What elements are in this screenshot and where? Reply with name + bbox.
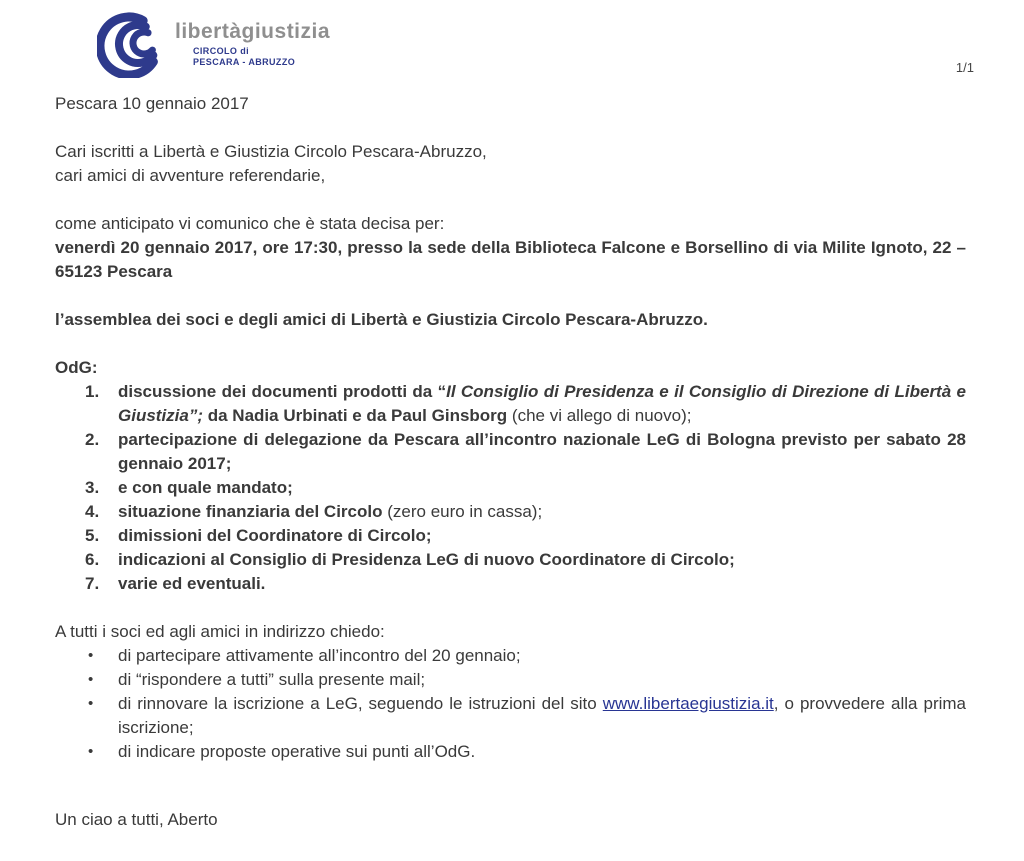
odg4-seg-bold: situazione finanziaria del Circolo (118, 502, 388, 521)
odg1-seg-regular: (che vi allego di nuovo); (511, 406, 692, 425)
odg-item-7 (55, 572, 966, 596)
salutation-line2: cari amici di avventure referendarie, (55, 166, 326, 185)
logo-subtitle (193, 46, 330, 68)
date-line: Pescara 10 gennaio 2017 (55, 94, 249, 113)
odg4-seg-regular: (zero euro in cassa); (387, 502, 543, 521)
closing-line: Un ciao a tutti, Aberto (55, 810, 218, 829)
odg1-seg-bold-italic: Il Consiglio di Presidenza e il Consiglio di Direzione di Libertà e Giustizia”; (118, 382, 966, 425)
libertaegiustizia-link[interactable]: www.libertaegiustizia.it (602, 694, 774, 713)
odg-list (55, 380, 966, 596)
request-item-2 (55, 668, 966, 692)
request3-post-text: , o provvedere alla prima iscrizione; (118, 694, 967, 737)
odg1-seg-bold2: da Nadia Urbinati e da Paul Ginsborg (207, 406, 512, 425)
request-item-4 (55, 740, 966, 764)
request-item-text: di “rispondere a tutti” sulla presente mail; (118, 670, 426, 689)
announcement (55, 212, 966, 284)
odg-item-5 (55, 524, 966, 548)
org-logo (97, 8, 966, 78)
event-details: venerdì 20 gennaio 2017, ore 17:30, presso la sede della Biblioteca Falcone e Borsellino di via Milite Ignoto, 22 – 65123 Pescara (55, 238, 966, 281)
bullet-icon: • (88, 647, 94, 664)
odg-item-6 (55, 548, 966, 572)
logo-subtitle-line2: PESCARA - ABRUZZO (193, 57, 296, 67)
odg-item-text (118, 380, 966, 428)
nested-c-logo-icon (97, 8, 169, 78)
request-item-1 (55, 644, 966, 668)
odg-item-2 (55, 428, 966, 476)
logo-subtitle-line1: CIRCOLO di (193, 46, 249, 56)
request-item-text: di indicare proposte operative sui punti all’OdG. (118, 742, 476, 761)
requests-list (55, 644, 966, 764)
odg-item-text (118, 500, 966, 524)
assembly-line: l’assemblea dei soci e degli amici di Libertà e Giustizia Circolo Pescara-Abruzzo. (55, 310, 708, 329)
odg-heading: OdG: (55, 358, 98, 377)
request3-pre-text: di rinnovare la iscrizione a LeG, seguendo le istruzioni del sito (118, 694, 603, 713)
odg-item-number: 1. (85, 382, 100, 401)
odg-item-3 (55, 476, 966, 500)
logo-brand-name: libertàgiustizia (175, 20, 331, 43)
odg-item-1 (55, 380, 966, 428)
odg-item-text: e con quale mandato; (118, 478, 293, 497)
odg1-seg-bold: discussione dei documenti prodotti da “ (118, 382, 447, 401)
odg-item-text: indicazioni al Consiglio di Presidenza LeG di nuovo Coordinatore di Circolo; (118, 550, 735, 569)
request-item-text: di partecipare attivamente all’incontro del 20 gennaio; (118, 646, 521, 665)
odg-item-number: 4. (85, 502, 100, 521)
odg-item-number: 5. (85, 526, 100, 545)
page-number: 1/1 (955, 60, 974, 75)
salutation (55, 140, 966, 188)
odg-item-number: 2. (85, 430, 100, 449)
bullet-icon: • (88, 695, 94, 712)
announcement-intro: come anticipato vi comunico che è stata decisa per: (55, 214, 445, 233)
bullet-icon: • (88, 671, 94, 688)
requests-intro: A tutti i soci ed agli amici in indirizzo chiedo: (55, 622, 385, 641)
request-item-text (118, 692, 966, 740)
odg-item-number: 6. (85, 550, 100, 569)
odg-item-text: partecipazione di delegazione da Pescara all’incontro nazionale LeG di Bologna previsto per sabato 28 gennaio 2017; (118, 430, 966, 473)
logo-text-block (175, 20, 330, 68)
odg-item-text: dimissioni del Coordinatore di Circolo; (118, 526, 432, 545)
bullet-icon: • (88, 743, 94, 760)
odg-item-text: varie ed eventuali. (118, 574, 266, 593)
odg-item-number: 7. (85, 574, 100, 593)
odg-item-number: 3. (85, 478, 100, 497)
odg-item-4 (55, 500, 966, 524)
request-item-3 (55, 692, 966, 740)
salutation-line1: Cari iscritti a Libertà e Giustizia Circolo Pescara-Abruzzo, (55, 142, 487, 161)
